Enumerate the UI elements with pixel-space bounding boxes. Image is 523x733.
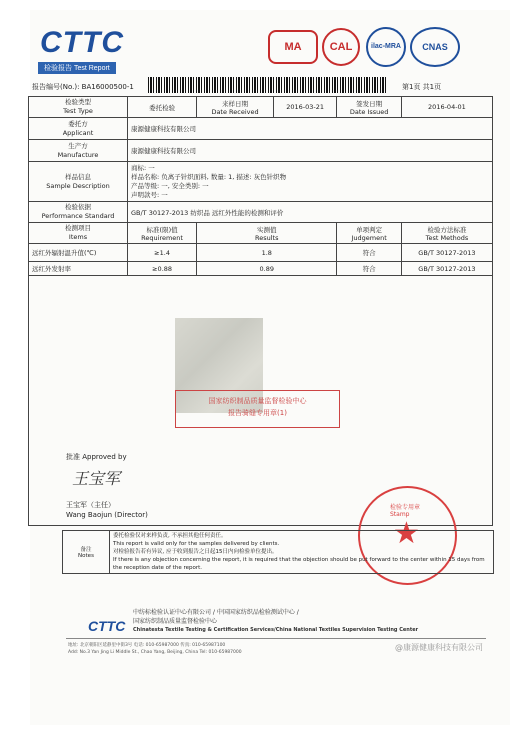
col-methods: 检验方法标准 Test Methods [401,223,492,244]
sample-label: 样品信息 Sample Description [29,162,128,202]
page-info: 第1页 共1页 [402,83,442,91]
col-items: 检测项目 Items [29,223,128,244]
manufacture-label: 生产方 Manufacture [29,140,128,162]
row2-item: 远红外发射率 [29,262,128,276]
ilac-mark-icon: ilac-MRA [366,27,406,67]
sample-line: 声明款号: 一 [131,190,168,199]
sample-description [128,162,493,202]
date-issued-label: 签发日期 Date Issued [337,97,402,118]
approved-by-label: 批准 Approved by [66,453,127,461]
footer-cn-line: 国家纺织制品质量监督检验中心 [133,618,218,625]
notes-content [110,531,494,574]
sample-line: 商标: 一 [131,163,155,172]
standard-label: 检验依据 Performance Standard [29,202,128,223]
cttc-logo: CTTC [40,26,124,59]
row1-result: 1.8 [197,244,337,262]
logo-subtitle: 检验报告 Test Report [38,62,116,74]
signature: 王宝军 [72,469,121,488]
test-type-value: 委托检验 [128,97,197,118]
test-type-label: 检验类型 Test Type [29,97,128,118]
col-judgement: 单项判定 Judgement [337,223,402,244]
date-received-value: 2016-03-21 [273,97,336,118]
notes-line: 对检验报告若有异议, 应于收到报告之日起15日内向检验单位提出。 [113,549,278,555]
date-received-label: 来样日期 Date Received [197,97,274,118]
notes-label: 备注 Notes [63,531,110,574]
round-stamp-text: 检验专用章 Stamp [390,504,421,518]
col-results: 实测值 Results [197,223,337,244]
row1-item: 远红外辐射温升值(℃) [29,244,128,262]
footer-logo: CTTC [88,618,126,634]
notes-line: This report is valid only for the samples delivered by clients. [113,541,280,547]
row1-requirement: ≥1.4 [128,244,197,262]
col-requirement: 标准(限)值 Requirement [128,223,197,244]
notes-table [62,530,494,574]
footer-org-en: Chinatesta Textile Testing & Certification Services/China National Textiles Supervision Testing Center [133,627,419,633]
row2-judgement: 符合 [337,262,402,276]
footer-address: 地址: 北京朝阳区延静里中街3号 电话: 010-65987000 传真: 010-65987100 Add: No.3 Yan Jing Li Middle St., Chao Yang, Beijing, China Tel: 010-65987000 [68,643,242,655]
row1-judgement: 符合 [337,244,402,262]
cma-mark-icon: MA [268,30,318,64]
sample-line: 产品等级: 一, 安全类别: 一 [131,181,209,190]
barcode-icon [148,77,388,93]
row2-result: 0.89 [197,262,337,276]
sample-line: 样品名称: 负离子针织面料, 数量: 1, 描述: 灰色针织物 [131,172,287,181]
standard-value: GB/T 30127-2013 纺织品 远红外性能的检测和评价 [128,202,493,223]
applicant-label: 委托方 Applicant [29,118,128,140]
notes-line: 委托检验仅对来样负责, 不承担其他任何责任。 [113,533,227,539]
star-icon: ★ [393,516,420,551]
row2-requirement: ≥0.88 [128,262,197,276]
row1-method: GB/T 30127-2013 [401,244,492,262]
notes-line: If there is any objection concerning the report, it is required that the objection should be put forward to the center within 15 days from the reception date of the report. [113,557,485,571]
date-issued-value: 2016-04-01 [401,97,492,118]
cnas-mark-icon: CNAS [410,27,460,67]
applicant-value: 康源健康科技有限公司 [128,118,493,140]
cal-mark-icon: CAL [322,28,360,66]
director-name: 王宝军（主任） Wang Baojun (Director) [66,501,148,519]
row2-method: GB/T 30127-2013 [401,262,492,276]
footer-cn-line: 中纺标检验认证中心有限公司 / 中国国家纺织品检验测试中心 / [133,609,299,616]
footer-org-cn [133,608,299,626]
footer-divider [66,638,486,639]
report-number: 报告编号(No.): BA16000500-1 [32,83,134,91]
seam-stamp: 国家纺织制品质量监督检验中心 报告骑缝专用章(1) [175,390,340,428]
manufacture-value: 康源健康科技有限公司 [128,140,493,162]
watermark: @康源健康科技有限公司 [395,643,483,652]
